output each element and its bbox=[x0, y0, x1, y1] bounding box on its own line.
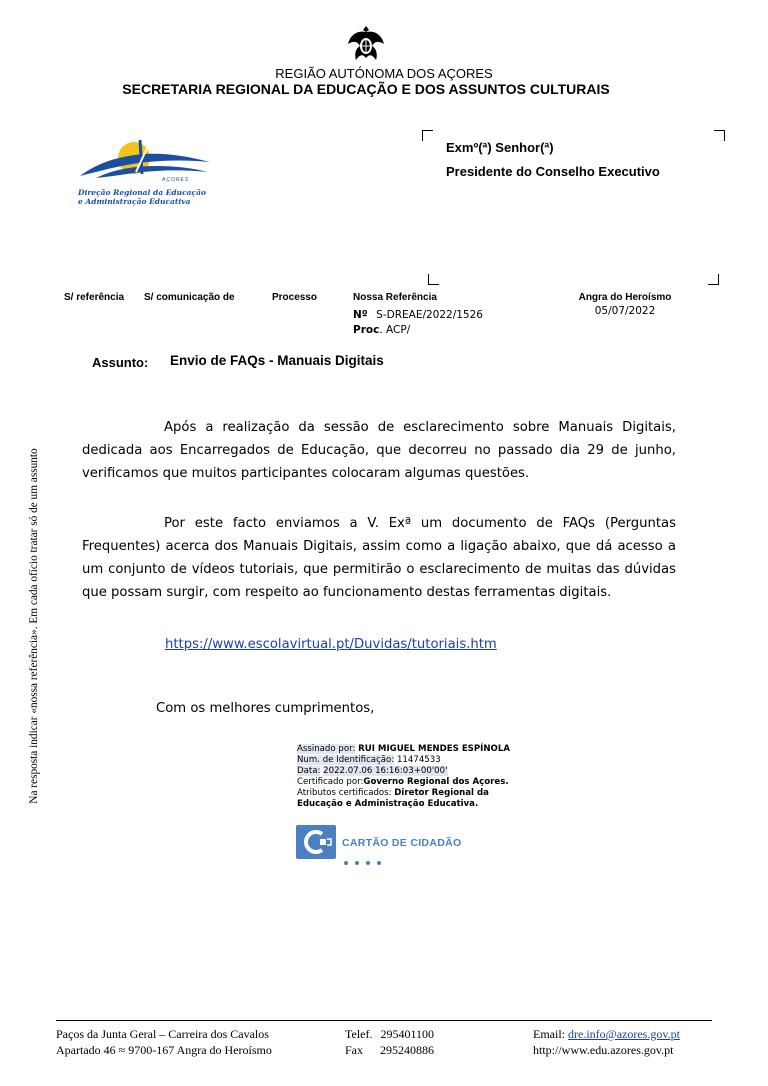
s-comunicacao-label: S/ comunicação de bbox=[144, 292, 235, 303]
recipient-box-corner bbox=[714, 130, 725, 141]
recipient-title: Presidente do Conselho Executivo bbox=[446, 164, 660, 179]
tel-label: Telef. bbox=[345, 1027, 373, 1041]
recipient-salutation: Exmº(ª) Senhor(ª) bbox=[446, 140, 554, 155]
fax-value: 295240886 bbox=[380, 1043, 434, 1057]
signed-value: RUI MIGUEL MENDES ESPÍNOLA bbox=[358, 744, 510, 754]
date-value: 2022.07.06 16:16:03+00'00' bbox=[323, 766, 448, 776]
footer-email bbox=[533, 1027, 680, 1042]
subject-value: Envio de FAQs - Manuais Digitais bbox=[170, 353, 384, 368]
id-label: Num. de Identificação: bbox=[297, 755, 395, 765]
proc-value: . ACP/ bbox=[379, 324, 411, 336]
citizen-card-dots bbox=[344, 852, 388, 870]
secretariat-header: SECRETARIA REGIONAL DA EDUCAÇÃO E DOS ASSUNTOS CULTURAIS bbox=[122, 81, 610, 97]
dreae-logo-mark-icon bbox=[76, 136, 216, 188]
footer-fax bbox=[345, 1043, 434, 1058]
footer-address-1: Paços da Junta Geral – Carreira dos Cavalos bbox=[56, 1027, 269, 1041]
body-paragraph-2 bbox=[82, 512, 676, 604]
digital-signature-block bbox=[297, 744, 510, 810]
nossa-referencia-label: Nossa Referência bbox=[353, 292, 437, 303]
tutorials-link[interactable]: https://www.escolavirtual.pt/Duvidas/tutoriais.htm bbox=[165, 637, 497, 652]
cert-value: Governo Regional dos Açores. bbox=[363, 777, 509, 787]
recipient-box-corner bbox=[708, 274, 719, 285]
fax-label: Fax bbox=[345, 1043, 363, 1057]
footer-telephone bbox=[345, 1027, 434, 1042]
proc-label: Proc bbox=[353, 324, 380, 336]
logo-line-2: e Administração Educativa bbox=[78, 197, 191, 206]
side-note: Na resposta indicar «nossa referência». Em cada ofício tratar só de um assunto bbox=[28, 448, 40, 804]
attr-value-2: Educação e Administração Educativa. bbox=[297, 799, 479, 809]
recipient-box-corner bbox=[428, 274, 439, 285]
body-paragraph-1 bbox=[82, 416, 676, 485]
attr-label: Atributos certificados: bbox=[297, 788, 392, 798]
email-label: Email: bbox=[533, 1027, 565, 1041]
paragraph-text: Após a realização da sessão de esclarecimento sobre Manuais Digitais, dedicada aos Encarregados de Educação, que decorreu no passado dia 29 de junho, verificamos que muitos participantes colocaram algumas questões. bbox=[82, 420, 676, 481]
process-ref bbox=[353, 320, 410, 338]
signed-label: Assinado por: bbox=[297, 744, 356, 754]
closing-text: Com os melhores cumprimentos, bbox=[156, 701, 375, 716]
region-header: REGIÃO AUTÓNOMA DOS AÇORES bbox=[275, 66, 493, 81]
footer-address-2: Apartado 46 ≈ 9700-167 Angra do Heroísmo bbox=[56, 1043, 272, 1057]
tel-value: 295401100 bbox=[380, 1027, 435, 1041]
citizen-card-icon bbox=[296, 825, 336, 859]
paragraph-text: Por este facto enviamos a V. Exª um documento de FAQs (Perguntas Frequentes) acerca dos Manuais Digitais, assim como a ligação abaixo, que dá acesso a um conjunto de vídeos tutoriais, que permitirão o esclarecimento de muitas das dúvidas que possam surgir, com respeito ao funcionamento destas ferramentas digitais. bbox=[82, 516, 676, 600]
footer-divider bbox=[56, 1020, 712, 1021]
citizen-card-label: CARTÃO DE CIDADÃO bbox=[342, 837, 462, 849]
logo-small-text: AÇORES bbox=[162, 177, 190, 183]
attr-value-1: Diretor Regional da bbox=[394, 788, 489, 798]
footer-website[interactable]: http://www.edu.azores.gov.pt bbox=[533, 1043, 674, 1057]
cert-label: Certificado por: bbox=[297, 777, 364, 787]
date-label: Data: bbox=[297, 766, 321, 776]
logo-line-1: Direção Regional da Educação bbox=[78, 188, 206, 197]
recipient-box-corner bbox=[422, 130, 433, 141]
id-value: 11474533 bbox=[396, 755, 441, 765]
place-label: Angra do Heroísmo bbox=[578, 292, 672, 303]
n-value: S-DREAE/2022/1526 bbox=[376, 309, 483, 321]
s-referencia-label: S/ referência bbox=[64, 292, 125, 303]
citizen-card-logo bbox=[296, 825, 476, 863]
email-link[interactable]: dre.info@azores.gov.pt bbox=[568, 1027, 680, 1041]
coat-of-arms-icon bbox=[346, 24, 386, 64]
processo-label: Processo bbox=[272, 292, 318, 303]
subject-label: Assunto: bbox=[92, 355, 149, 370]
dreae-logo bbox=[76, 136, 216, 208]
letter-date: 05/07/2022 bbox=[594, 305, 656, 317]
n-label: Nº bbox=[353, 309, 368, 321]
